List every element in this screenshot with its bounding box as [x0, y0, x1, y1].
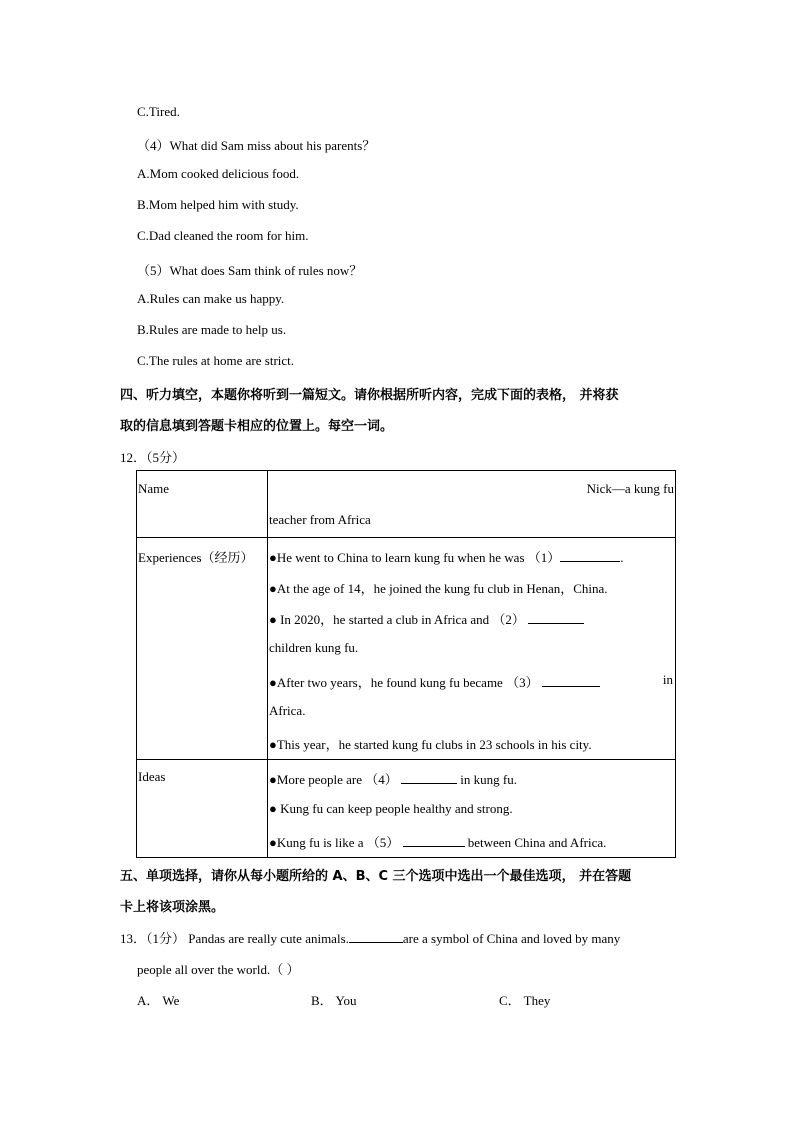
- experience-2: ●At the age of 14，he joined the kung fu club in Henan，China.: [269, 581, 608, 596]
- q11-sub4-question: （4）What did Sam miss about his parents？: [137, 138, 376, 153]
- ideas-label: Ideas: [138, 769, 166, 784]
- experiences-content-cell: [268, 538, 676, 760]
- q12-header: 12．（5分）: [120, 450, 186, 465]
- idea-1-text: ●More people are （4）: [269, 772, 398, 787]
- section4-instruction-line1: 四、听力填空，本题你将听到一篇短文。请你根据所听内容，完成下面的表格， 并将获: [120, 388, 619, 403]
- name-value-cell: [268, 471, 676, 538]
- experience-4-continued: Africa.: [269, 703, 306, 718]
- table-row-experiences: [137, 538, 676, 760]
- experience-5: ●This year，he started kung fu clubs in 23 schools in his city.: [269, 737, 592, 752]
- answer-blank-4[interactable]: [401, 771, 457, 784]
- answer-blank-3[interactable]: [542, 674, 600, 687]
- experience-1-end: .: [620, 550, 624, 565]
- experience-1-text: ●He went to China to learn kung fu when he was （1）: [269, 550, 561, 565]
- name-label-cell: [137, 471, 268, 538]
- idea-2: ● Kung fu can keep people healthy and strong.: [269, 801, 513, 816]
- q11-sub5-option-b: B.Rules are made to help us.: [137, 322, 287, 337]
- idea-3-end: between China and Africa.: [467, 835, 607, 850]
- q13-stem-line2: people all over the world.（ ）: [137, 962, 300, 977]
- idea-1-end: in kung fu.: [460, 772, 517, 787]
- table-row-ideas: [137, 760, 676, 858]
- q11-sub4-option-a: A.Mom cooked delicious food.: [137, 166, 300, 181]
- q11-sub5-option-a: A.Rules can make us happy.: [137, 291, 285, 306]
- q13-option-c[interactable]: C． They: [499, 993, 551, 1008]
- experience-4-end: in: [662, 672, 673, 687]
- q13-stem-start: 13．（1分） Pandas are really cute animals.: [120, 931, 349, 946]
- experience-4-text: ●After two years，he found kung fu became （3）: [269, 675, 539, 690]
- q13-stem-end: are a symbol of China and loved by many: [402, 931, 621, 946]
- ideas-label-cell: [137, 760, 268, 858]
- experience-3-continued: children kung fu.: [269, 640, 359, 655]
- experience-3-text: ● In 2020，he started a club in Africa and （2）: [269, 612, 525, 627]
- answer-blank-2[interactable]: [528, 611, 584, 624]
- name-value-line1: Nick—a kung fu: [586, 481, 674, 496]
- experience-1: [269, 547, 624, 566]
- idea-1: [269, 769, 517, 788]
- section5-instruction-line2: 卡上将该项涂黑。: [120, 900, 225, 915]
- table-row-name: [137, 471, 676, 538]
- q13-option-b[interactable]: B． You: [311, 993, 357, 1008]
- answer-blank-5[interactable]: [403, 834, 465, 847]
- listening-table: [136, 470, 676, 858]
- idea-3: [269, 832, 606, 851]
- section4-instruction-line2: 取的信息填到答题卡相应的位置上。每空一词。: [120, 419, 394, 434]
- q11-sub4-option-c: C.Dad cleaned the room for him.: [137, 228, 309, 243]
- name-value-line2: teacher from Africa: [269, 512, 371, 527]
- experience-3: [269, 609, 584, 628]
- experience-4: [269, 672, 600, 691]
- q11-sub5-option-c: C.The rules at home are strict.: [137, 353, 295, 368]
- q11-option-3c: C.Tired.: [137, 104, 180, 119]
- q13-option-a[interactable]: A． We: [137, 993, 180, 1008]
- q11-sub4-option-b: B.Mom helped him with study.: [137, 197, 299, 212]
- section5-instruction-line1: 五、单项选择，请你从每小题所给的 A、B、C 三个选项中选出一个最佳选项， 并在答题: [120, 869, 632, 884]
- idea-3-text: ●Kung fu is like a （5）: [269, 835, 400, 850]
- experiences-label: Experiences（经历）: [138, 550, 254, 565]
- answer-blank-1[interactable]: [560, 549, 620, 562]
- q13-answer-blank[interactable]: [349, 930, 403, 943]
- q11-sub5-question: （5）What does Sam think of rules now？: [137, 263, 363, 278]
- ideas-content-cell: [268, 760, 676, 858]
- q13-stem-line1: [120, 928, 620, 947]
- name-label: Name: [138, 481, 170, 496]
- experiences-label-cell: [137, 538, 268, 760]
